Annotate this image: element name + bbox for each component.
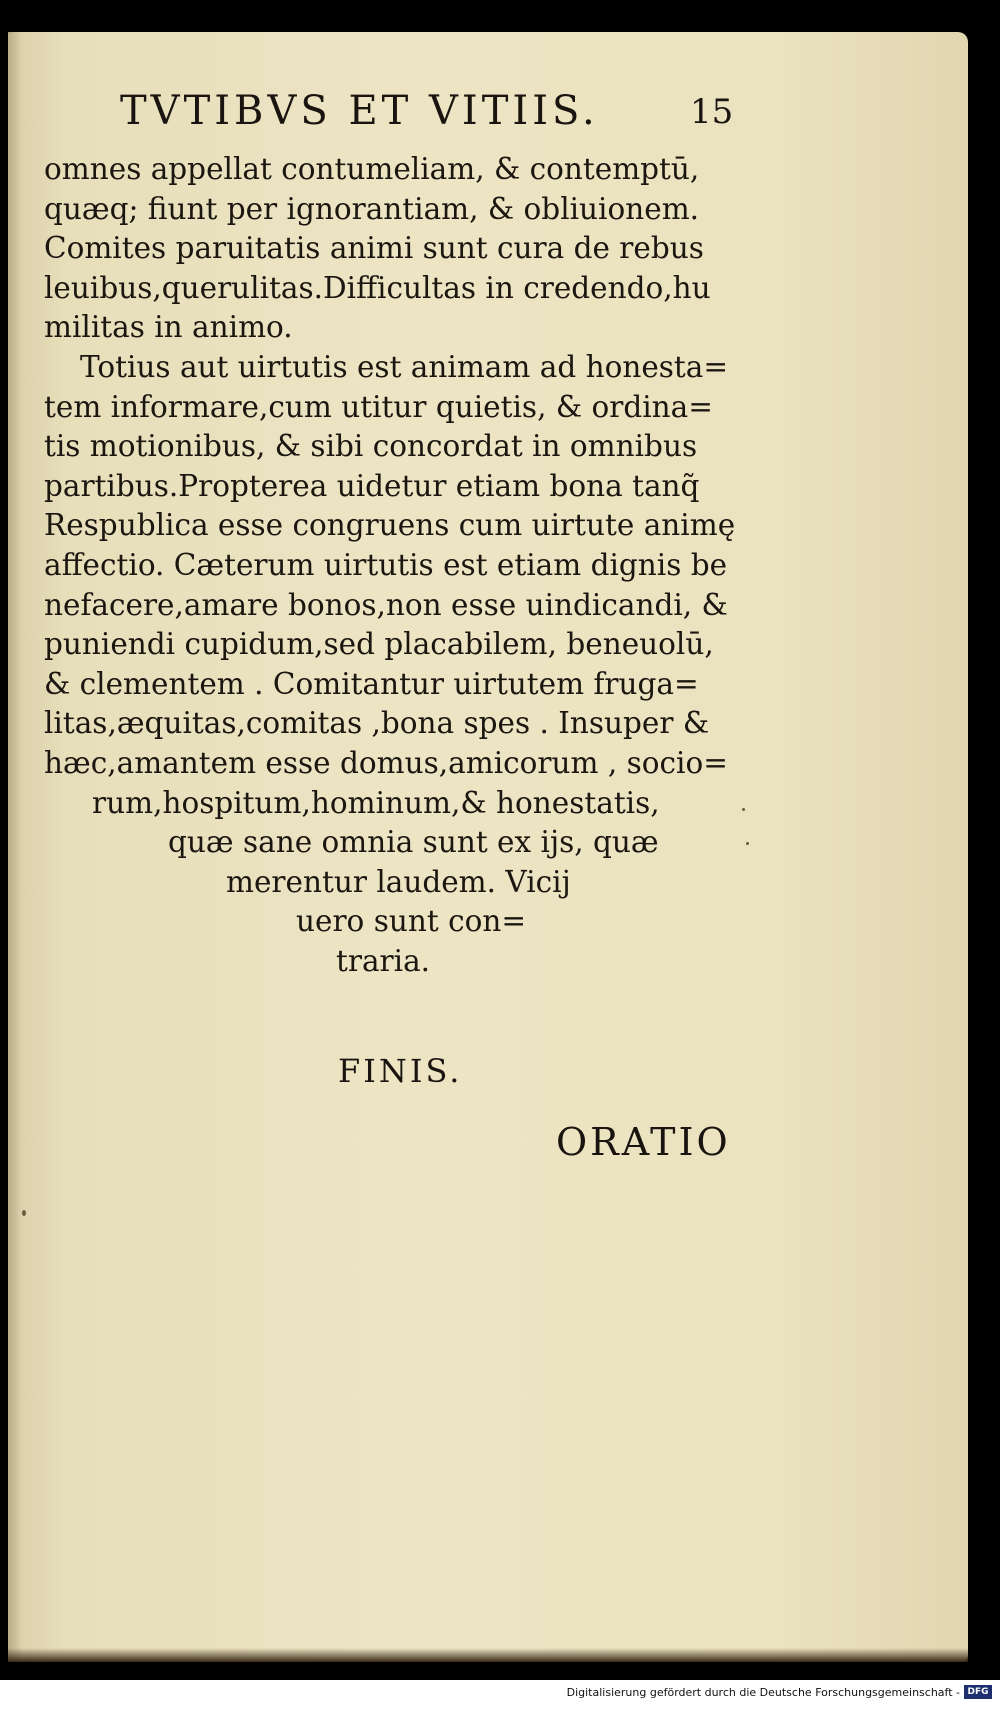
text-line: litas,æquitas,comitas ,bona spes . Insuper & <box>44 706 710 741</box>
text-line: leuibus,querulitas.Difficultas in credendo,hu <box>44 270 711 305</box>
dfg-logo-icon: DFG <box>964 1685 992 1699</box>
text-line: rum,hospitum,hominum,& honestatis, <box>92 785 660 820</box>
text-line: tem informare,cum utitur quietis, & ordina= <box>44 389 713 424</box>
text-line: Totius aut uirtutis est animam ad honesta= <box>80 349 729 384</box>
body-text <box>44 150 764 981</box>
text-line: Comites paruitatis animi sunt cura de rebus <box>44 231 704 266</box>
text-line: omnes appellat contumeliam, & contemptū, <box>44 152 700 186</box>
text-line: puniendi cupidum,sed placabilem, beneuolū, <box>44 627 714 662</box>
text-line: partibus.Propterea uidetur etiam bona tanq̃ <box>44 468 700 503</box>
text-line: tis motionibus, & sibi concordat in omnibus <box>44 429 698 464</box>
text-line: traria. <box>336 943 431 978</box>
text-line: uero sunt con= <box>296 904 527 939</box>
running-head: TVTIBVS ET VITIIS. <box>120 88 599 134</box>
page-gutter-shadow <box>8 32 22 1662</box>
text-line: merentur laudem. Vicij <box>226 864 571 899</box>
text-line: affectio. Cæterum uirtutis est etiam dignis be <box>44 547 728 582</box>
page-number: 15 <box>690 92 734 132</box>
text-line: nefacere,amare bonos,non esse uindicandi, & <box>44 587 728 622</box>
page-speck <box>22 1210 26 1216</box>
text-line: militas in animo. <box>44 310 293 345</box>
text-line: hæc,amantem esse domus,amicorum , socio= <box>44 745 728 780</box>
text-line: quæ sane omnia sunt ex ijs, quæ <box>168 825 659 860</box>
footer-credit: Digitalisierung gefördert durch die Deutsche Forschungsgemeinschaft - <box>566 1686 960 1699</box>
text-line: & clementem . Comitantur uirtutem fruga= <box>44 666 699 701</box>
text-line: quæq; fiunt per ignorantiam, & obliuionem. <box>44 191 700 226</box>
catchword: ORATIO <box>556 1120 731 1164</box>
text-line: Respublica esse congruens cum uirtute animę <box>44 508 736 543</box>
finis-heading: FINIS. <box>338 1052 463 1090</box>
page-bottom-edge <box>8 1648 968 1662</box>
